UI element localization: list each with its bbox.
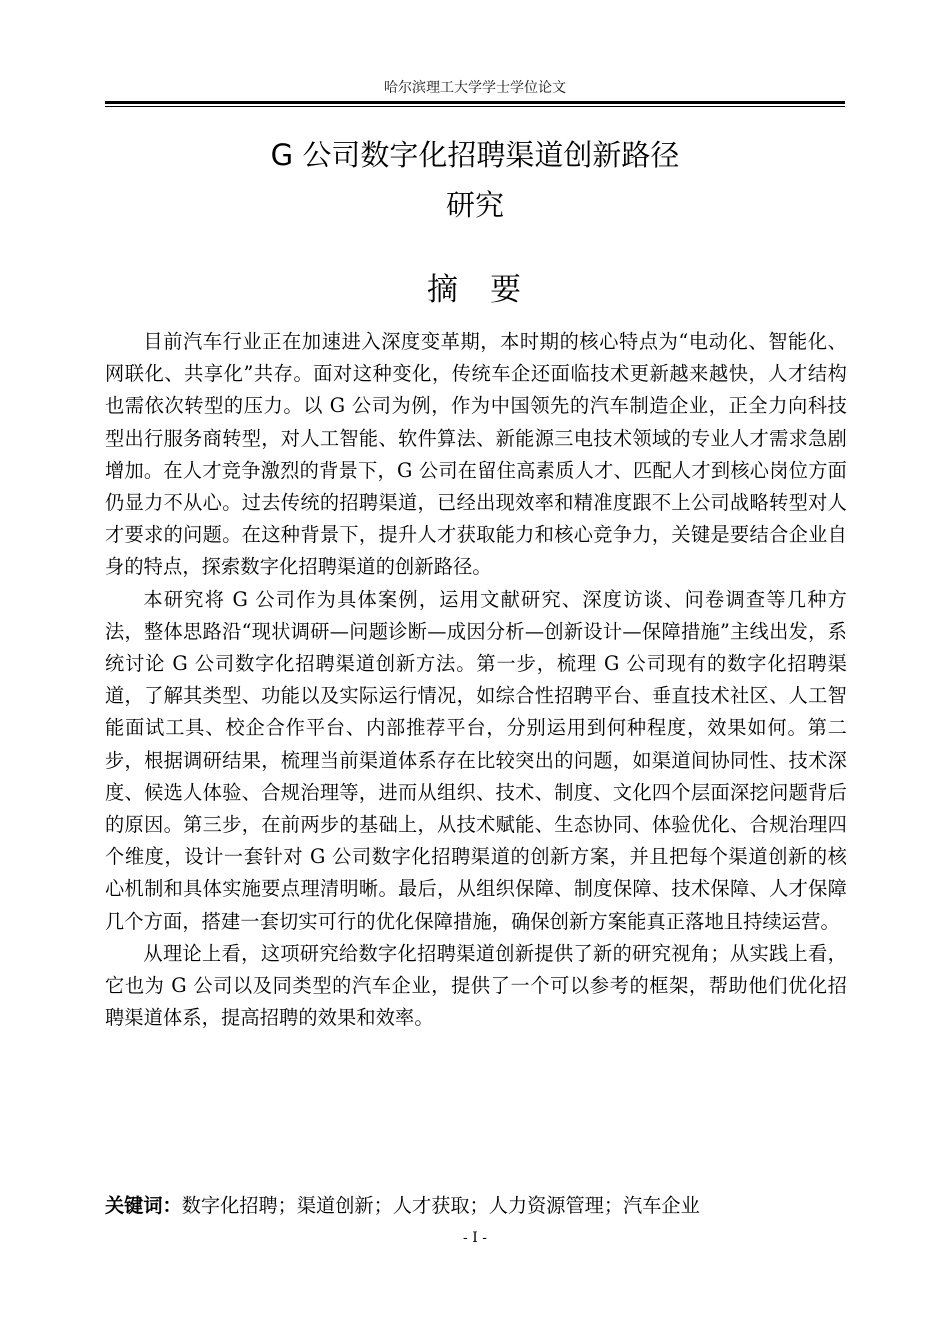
keywords-value: 数字化招聘；渠道创新；人才获取；人力资源管理；汽车企业	[181, 1194, 700, 1217]
running-header: 哈尔滨理工大学学士学位论文	[384, 80, 566, 96]
header-rule-thin	[105, 106, 845, 107]
keywords-line	[105, 1191, 847, 1221]
abstract-paragraph-2: 本研究将 G 公司作为具体案例，运用文献研究、深度访谈、问卷调查等几种方法，整体思路沿“现状调研—问题诊断—成因分析—创新设计—保障措施”主线出发，系统讨论 G 公司数字化招聘渠道创新方法。第一步，梳理 G 公司现有的数字化招聘渠道，了解其类型、功能以及实际运行情况，如综合性招聘平台、垂直技术社区、人工智能面试工具、校企合作平台、内部推荐平台，分别运用到何种程度，效果如何。第二步，根据调研结果，梳理当前渠道体系存在比较突出的问题，如渠道间协同性、技术深度、候选人体验、合规治理等，进而从组织、技术、制度、文化四个层面深挖问题背后的原因。第三步，在前两步的基础上，从技术赋能、生态协同、体验优化、合规治理四个维度，设计一套针对 G 公司数字化招聘渠道的创新方案，并且把每个渠道创新的核心机制和具体实施要点理清明晰。最后，从组织保障、制度保障、技术保障、人才保障几个方面，搭建一套切实可行的优化保障措施，确保创新方案能真正落地且持续运营。	[105, 587, 847, 933]
abstract-heading	[105, 268, 845, 312]
abstract-paragraph-1: 目前汽车行业正在加速进入深度变革期，本时期的核心特点为“电动化、智能化、网联化、共享化”共存。面对这种变化，传统车企还面临技术更新越来越快，人才结构也需依次转型的压力。以 G 公司为例，作为中国领先的汽车制造企业，正全力向科技型出行服务商转型，对人工智能、软件算法、新能源三电技术领域的专业人才需求急剧增加。在人才竞争激烈的背景下，G 公司在留住高素质人才、匹配人才到核心岗位方面仍显力不从心。过去传统的招聘渠道，已经出现效率和精准度跟不上公司战略转型对人才要求的问题。在这种背景下，提升人才获取能力和核心竞争力，关键是要结合企业自身的特点，探索数字化招聘渠道的创新路径。	[105, 330, 847, 579]
page-number: - I -	[463, 1230, 487, 1246]
abstract-body	[105, 326, 847, 1034]
thesis-title-line-2: 研究	[445, 188, 504, 222]
header-rule-thick	[105, 101, 845, 104]
abstract-paragraph-3: 从理论上看，这项研究给数字化招聘渠道创新提供了新的研究视角；从实践上看，它也为 G 公司以及同类型的汽车企业，提供了一个可以参考的框架，帮助他们优化招聘渠道体系，提高招聘的效果和效率。	[105, 941, 847, 1030]
thesis-title	[105, 130, 845, 230]
abstract-heading-char-2: 要	[490, 272, 523, 308]
thesis-title-line-1: G 公司数字化招聘渠道创新路径	[270, 138, 680, 172]
keywords-label: 关键词：	[105, 1194, 182, 1217]
abstract-heading-char-1: 摘	[427, 272, 460, 308]
